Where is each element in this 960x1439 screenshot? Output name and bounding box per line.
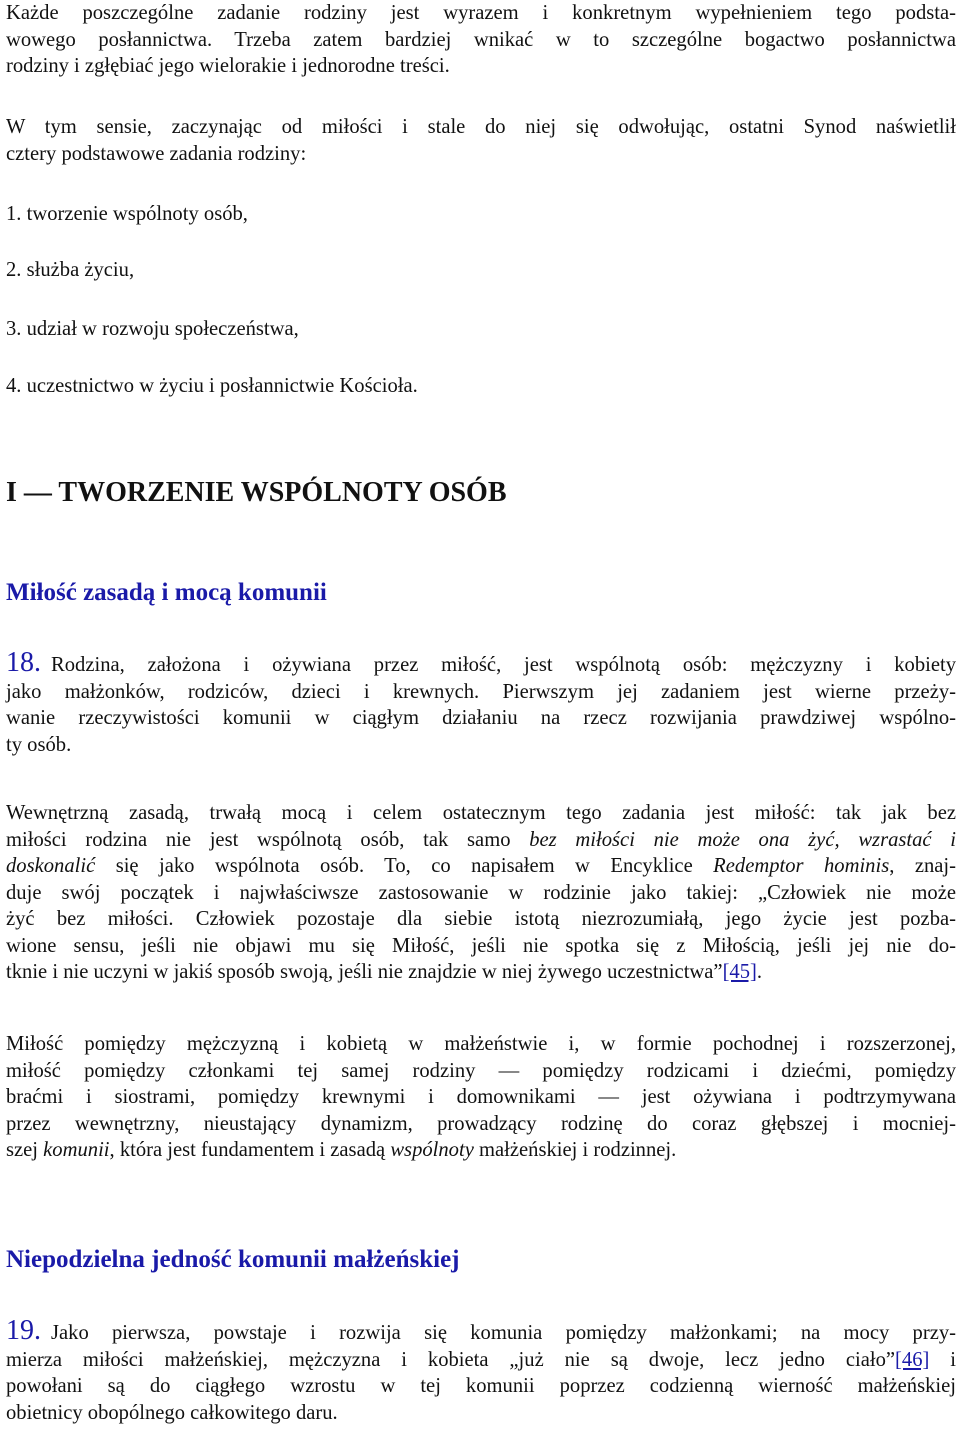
paragraph-19	[6, 1315, 956, 1426]
text-span: miłości rodzina nie jest wspólnotą osób, tak samo	[6, 828, 530, 851]
text-line	[6, 1347, 956, 1374]
paragraph-18	[6, 647, 956, 758]
synod-paragraph	[6, 114, 956, 167]
text-line: wowego posłannictwa. Trzeba zatem bardziej wnikać w to szczególne bogactwo posłannictwa	[6, 28, 956, 51]
text-span: i	[929, 1348, 956, 1371]
text-line: ty osób.	[6, 733, 72, 756]
text-line: cztery podstawowe zadania rodziny:	[6, 142, 307, 165]
text-span: się jako wspólnota osób. To, co napisałem w Encyklice	[95, 855, 714, 877]
italic-text: wspólnoty	[390, 1139, 474, 1161]
text-span: szej	[6, 1139, 44, 1161]
text-line	[6, 1315, 956, 1347]
text-span: tknie i nie uczyni w jakiś sposób swoją, jeśli nie znajdzie w niej żywego uczestnictwa”	[6, 961, 723, 983]
subsection-title-unity: Niepodzielna jedność komunii małżeńskiej	[6, 1246, 460, 1273]
text-span: Rodzina, założona i ożywiana przez miłość, jest wspólnotą osób: mężczyzny i kobiety	[51, 654, 956, 676]
italic-text: doskonalić	[6, 855, 96, 877]
text-line: Wewnętrzną zasadą, trwałą mocą i celem ostatecznym tego zadania jest miłość: tak jak bez	[6, 802, 956, 824]
section-title: I — TWORZENIE WSPÓLNOTY OSÓB	[6, 477, 507, 508]
text-line: braćmi i siostrami, pomiędzy krewnymi i domownikami — jest ożywiana i podtrzymywana	[6, 1086, 956, 1108]
text-span: małżeńskiej i rodzinnej.	[473, 1139, 677, 1161]
text-line	[6, 1137, 956, 1164]
text-line: obietnicy obopólnego całkowitego daru.	[6, 1401, 338, 1424]
text-line	[6, 853, 956, 880]
text-span: , która jest fundamentem i zasadą	[109, 1139, 391, 1161]
footnote-link-45[interactable]: [45]	[722, 961, 757, 983]
text-span: Jako pierwsza, powstaje i rozwija się komunia pomiędzy małżonkami; na mocy przy-	[51, 1322, 956, 1344]
footnote-link-46[interactable]: [46]	[895, 1348, 930, 1371]
paragraph-number: 19.	[6, 1315, 41, 1346]
text-span: mierza miłości małżeńskiej, mężczyzna i kobieta „już nie są dwoje, lecz jedno ciało”	[6, 1348, 896, 1371]
text-line: Miłość pomiędzy mężczyzną i kobietą w małżeństwie i, w formie pochodnej i rozszerzonej,	[6, 1033, 956, 1055]
text-line: powołani są do ciągłego wzrostu w tej komunii poprzez codzienną wierność małżeńskiej	[6, 1375, 956, 1397]
text-line: jako małżonków, rodziców, dzieci i krewnych. Pierwszym jej zadaniem jest wierne przeży-	[6, 680, 956, 703]
text-line: W tym sensie, zaczynając od miłości i stale do niej się odwołując, ostatni Synod naświetlił	[6, 116, 956, 138]
text-line	[6, 647, 956, 679]
text-line: wione sensu, jeśli nie objawi mu się Miłość, jeśli nie spotka się z Miłością, jeśli jej nie do-	[6, 934, 956, 957]
subsection-title-love: Miłość zasadą i mocą komunii	[6, 579, 327, 606]
italic-text: komunii	[43, 1139, 110, 1161]
task-item-3: 3. udział w rozwoju społeczeństwa,	[6, 318, 299, 340]
spouses-paragraph	[6, 1031, 956, 1164]
love-paragraph	[6, 800, 956, 986]
text-span: , znaj-	[889, 855, 956, 877]
text-line: przez wewnętrzny, nieustający dynamizm, prowadzący rodzinę do coraz głębszej i mocniej-	[6, 1112, 956, 1135]
italic-text: bez miłości nie może ona żyć, wzrastać i	[529, 828, 956, 851]
text-line: rodziny i zgłębiać jego wielorakie i jednorodne treści.	[6, 55, 450, 77]
text-line: miłość pomiędzy członkami tej samej rodziny — pomiędzy rodzicami i dziećmi, pomiędzy	[6, 1059, 956, 1082]
text-line	[6, 827, 956, 854]
text-line: żyć bez miłości. Człowiek pozostaje dla siebie istotą niezrozumiałą, jego życie jest pozba-	[6, 908, 956, 930]
paragraph-number: 18.	[6, 647, 41, 678]
task-item-1: 1. tworzenie wspólnoty osób,	[6, 203, 248, 225]
text-line: duje swój początek i najwłaściwsze zastosowanie w rodzinie jako takiej: „Człowiek nie może	[6, 881, 956, 904]
intro-paragraph	[6, 0, 956, 80]
task-item-2: 2. służba życiu,	[6, 259, 135, 281]
text-line	[6, 959, 956, 986]
text-span: .	[756, 961, 763, 983]
text-line: Każde poszczególne zadanie rodziny jest wyrazem i konkretnym wypełnieniem tego podsta-	[6, 2, 956, 24]
text-line: wanie rzeczywistości komunii w ciągłym działaniu na rzecz rozwijania prawdziwej wspólno-	[6, 707, 956, 729]
italic-text: Redemptor hominis	[713, 855, 890, 877]
task-item-4: 4. uczestnictwo w życiu i posłannictwie Kościoła.	[6, 375, 418, 397]
